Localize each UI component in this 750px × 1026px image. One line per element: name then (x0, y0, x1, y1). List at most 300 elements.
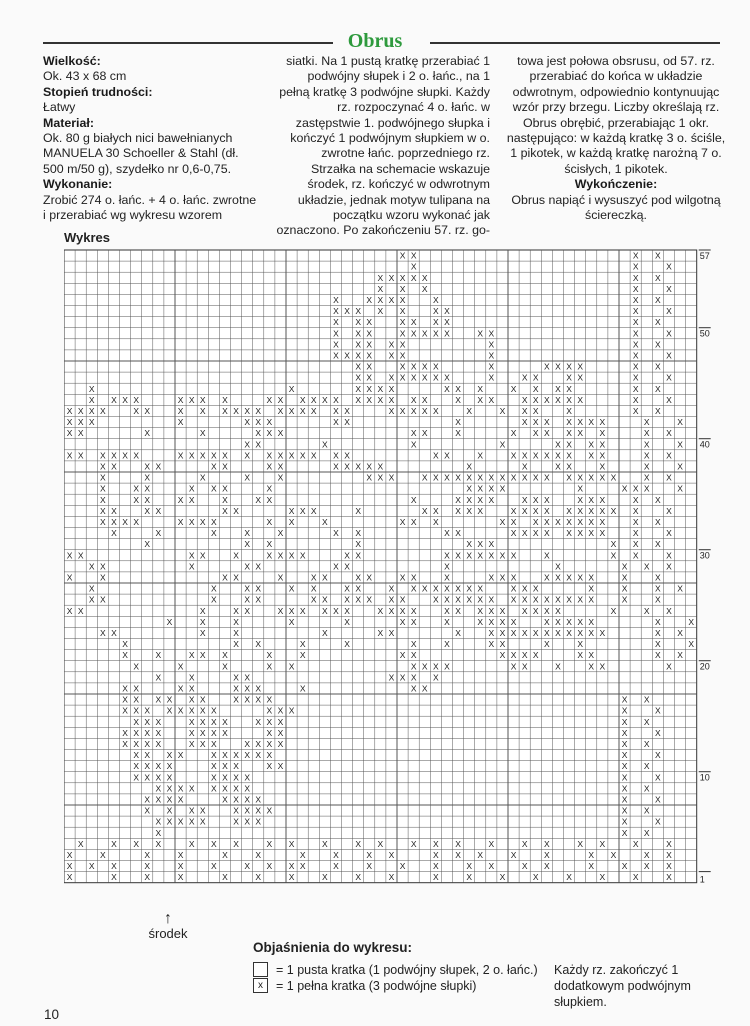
filled-cell: X (122, 738, 128, 749)
filled-cell: X (466, 861, 472, 872)
filled-cell: X (488, 394, 495, 405)
filled-cell: X (211, 516, 217, 527)
filled-cell: X (211, 838, 217, 849)
filled-cell: X (111, 872, 117, 883)
filled-cell: X (466, 872, 472, 883)
filled-cell: X (455, 838, 461, 849)
filled-cell: X (499, 627, 506, 638)
filled-cell: X (322, 394, 328, 405)
filled-cell: X (655, 539, 661, 550)
filled-cell: X (255, 849, 262, 860)
filled-cell: X (100, 572, 106, 583)
filled-cell: X (444, 328, 450, 339)
filled-cell: X (521, 838, 528, 849)
filled-cell: X (532, 405, 539, 416)
filled-cell: X (488, 472, 495, 483)
filled-cell: X (211, 727, 217, 738)
filled-cell: X (621, 738, 628, 749)
filled-cell: X (277, 405, 284, 416)
filled-cell: X (388, 350, 395, 361)
filled-cell: X (643, 694, 650, 705)
filled-cell: X (466, 594, 472, 605)
filled-cell: X (433, 594, 439, 605)
filled-cell: X (177, 494, 184, 505)
filled-cell: X (177, 683, 184, 694)
filled-cell: X (588, 849, 595, 860)
filled-cell: X (433, 516, 439, 527)
filled-cell: X (555, 627, 561, 638)
filled-cell: X (366, 350, 373, 361)
filled-cell: X (555, 572, 561, 583)
filled-cell: X (632, 250, 639, 261)
filled-cell: X (677, 650, 683, 661)
filled-cell: X (122, 727, 128, 738)
filled-cell: X (100, 849, 106, 860)
filled-cell: X (88, 394, 95, 405)
filled-cell: X (466, 494, 472, 505)
filled-cell: X (177, 783, 184, 794)
filled-cell: X (211, 450, 217, 461)
filled-cell: X (488, 861, 495, 872)
filled-cell: X (577, 394, 583, 405)
filled-cell: X (655, 361, 661, 372)
filled-cell: X (621, 727, 628, 738)
filled-cell: X (166, 783, 173, 794)
size-value: Ok. 43 x 68 cm (43, 69, 127, 84)
filled-cell: X (355, 528, 361, 539)
filled-cell: X (244, 672, 250, 683)
filled-cell: X (133, 694, 139, 705)
filled-cell: X (233, 572, 239, 583)
filled-cell: X (155, 794, 162, 805)
filled-cell: X (666, 528, 672, 539)
filled-cell: X (288, 861, 295, 872)
filled-cell: X (111, 861, 117, 872)
filled-cell: X (177, 794, 184, 805)
filled-cell: X (344, 306, 350, 317)
filled-cell: X (122, 650, 128, 661)
filled-cell: X (244, 594, 250, 605)
filled-cell: X (211, 761, 217, 772)
filled-cell: X (233, 639, 239, 650)
filled-cell: X (544, 861, 550, 872)
filled-cell: X (588, 572, 595, 583)
filled-cell: X (488, 605, 495, 616)
filled-cell: X (233, 616, 239, 627)
filled-cell: X (188, 561, 195, 572)
filled-cell: X (233, 694, 239, 705)
filled-cell: X (377, 394, 384, 405)
filled-cell: X (399, 328, 406, 339)
filled-cell: X (577, 838, 583, 849)
filled-cell: X (421, 683, 428, 694)
filled-cell: X (510, 627, 517, 638)
filled-cell: X (444, 594, 450, 605)
filled-cell: X (377, 294, 384, 305)
filled-cell: X (133, 450, 139, 461)
filled-cell: X (466, 505, 472, 516)
filled-cell: X (288, 605, 295, 616)
filled-cell: X (344, 550, 350, 561)
filled-cell: X (299, 505, 306, 516)
filled-cell: X (410, 328, 417, 339)
filled-cell: X (244, 417, 250, 428)
filled-cell: X (255, 594, 262, 605)
filled-cell: X (577, 372, 583, 383)
filled-cell: X (399, 572, 406, 583)
finishing-label: Wykończenie: (574, 177, 658, 192)
filled-cell: X (188, 705, 195, 716)
filled-cell: X (299, 605, 306, 616)
filled-cell: X (244, 750, 250, 761)
filled-cell: X (100, 472, 106, 483)
filled-cell: X (133, 494, 139, 505)
filled-cell: X (222, 394, 228, 405)
filled-cell: X (244, 605, 250, 616)
filled-cell: X (688, 616, 694, 627)
filled-cell: X (266, 461, 273, 472)
filled-cell: X (355, 372, 361, 383)
filled-cell: X (177, 516, 184, 527)
filled-cell: X (199, 705, 206, 716)
filled-cell: X (643, 417, 650, 428)
filled-cell: X (199, 394, 206, 405)
filled-cell: X (577, 650, 583, 661)
filled-cell: X (566, 361, 572, 372)
filled-cell: X (266, 539, 273, 550)
filled-cell: X (222, 761, 228, 772)
filled-cell: X (643, 483, 650, 494)
filled-cell: X (100, 494, 106, 505)
filled-cell: X (599, 528, 606, 539)
filled-cell: X (566, 372, 572, 383)
filled-cell: X (521, 627, 528, 638)
filled-cell: X (621, 594, 628, 605)
empty-cell-icon (253, 962, 268, 977)
filled-cell: X (233, 605, 239, 616)
filled-cell: X (133, 705, 139, 716)
filled-cell: X (155, 694, 162, 705)
filled-cell: X (211, 705, 217, 716)
difficulty-value: Łatwy (43, 100, 76, 115)
filled-cell: X (399, 272, 406, 283)
filled-cell: X (433, 372, 439, 383)
filled-cell: X (499, 872, 506, 883)
filled-cell: X (388, 605, 395, 616)
filled-cell: X (666, 450, 672, 461)
filled-cell: X (310, 594, 317, 605)
filled-cell: X (199, 627, 206, 638)
filled-cell: X (399, 294, 406, 305)
filled-cell: X (310, 572, 317, 583)
filled-cell: X (621, 694, 628, 705)
filled-cell: X (299, 861, 306, 872)
filled-cell: X (677, 627, 683, 638)
filled-cell: X (521, 372, 528, 383)
filled-cell: X (532, 450, 539, 461)
filled-cell: X (188, 805, 195, 816)
filled-cell: X (211, 716, 217, 727)
filled-cell: X (677, 417, 683, 428)
filled-cell: X (632, 283, 639, 294)
filled-cell: X (499, 639, 506, 650)
filled-cell: X (288, 872, 295, 883)
filled-cell: X (488, 494, 495, 505)
filled-cell: X (399, 516, 406, 527)
filled-cell: X (532, 428, 539, 439)
filled-cell: X (566, 461, 572, 472)
filled-cell: X (133, 772, 139, 783)
filled-cell: X (477, 594, 484, 605)
filled-cell: X (344, 450, 350, 461)
filled-cell: X (555, 616, 561, 627)
filled-cell: X (433, 661, 439, 672)
filled-cell: X (599, 450, 606, 461)
filled-cell: X (266, 727, 273, 738)
filled-cell: X (155, 761, 162, 772)
filled-cell: X (144, 861, 151, 872)
filled-cell: X (277, 394, 284, 405)
filled-cell: X (233, 772, 239, 783)
filled-cell: X (144, 483, 151, 494)
legend-note: Każdy rz. zakończyć 1 dodatkowym podwójnym słupkiem. (554, 963, 691, 1009)
filled-cell: X (666, 550, 672, 561)
filled-cell: X (133, 394, 139, 405)
filled-cell: X (122, 516, 128, 527)
filled-cell: X (532, 417, 539, 428)
filled-cell: X (266, 761, 273, 772)
filled-cell: X (355, 872, 361, 883)
filled-cell: X (144, 761, 151, 772)
filled-cell: X (488, 339, 495, 350)
filled-cell: X (100, 450, 106, 461)
filled-cell: X (199, 716, 206, 727)
filled-cell: X (532, 472, 539, 483)
filled-cell: X (399, 861, 406, 872)
filled-cell: X (577, 472, 583, 483)
filled-cell: X (610, 539, 617, 550)
filled-cell: X (632, 272, 639, 283)
filled-cell: X (455, 383, 461, 394)
filled-cell: X (288, 661, 295, 672)
filled-cell: X (277, 550, 284, 561)
page-number: 10 (44, 1007, 60, 1022)
filled-cell: X (566, 428, 572, 439)
filled-cell: X (377, 472, 384, 483)
filled-cell: X (222, 650, 228, 661)
filled-cell: X (244, 816, 250, 827)
filled-cell: X (632, 394, 639, 405)
filled-cell: X (322, 594, 328, 605)
filled-cell: X (577, 361, 583, 372)
filled-cell: X (510, 550, 517, 561)
filled-cell: X (233, 550, 239, 561)
filled-cell: X (588, 616, 595, 627)
filled-cell: X (288, 838, 295, 849)
filled-cell: X (666, 372, 672, 383)
filled-cell: X (510, 594, 517, 605)
filled-cell: X (122, 683, 128, 694)
filled-cell: X (366, 361, 373, 372)
filled-cell: X (532, 605, 539, 616)
filled-cell: X (144, 805, 151, 816)
filled-cell: X (588, 528, 595, 539)
filled-cell: X (655, 294, 661, 305)
filled-cell: X (466, 583, 472, 594)
filled-cell: X (555, 439, 561, 450)
filled-cell: X (499, 472, 506, 483)
filled-cell: X (532, 528, 539, 539)
filled-cell: X (444, 317, 450, 328)
filled-cell: X (421, 428, 428, 439)
filled-cell: X (255, 428, 262, 439)
filled-cell: X (211, 483, 217, 494)
filled-cell: X (532, 505, 539, 516)
filled-cell: X (410, 250, 417, 261)
filled-cell: X (621, 794, 628, 805)
filled-cell: X (155, 738, 162, 749)
filled-cell: X (521, 450, 528, 461)
filled-cell: X (621, 861, 628, 872)
filled-cell: X (521, 394, 528, 405)
filled-cell: X (366, 328, 373, 339)
filled-cell: X (211, 861, 217, 872)
filled-cell: X (566, 405, 572, 416)
filled-cell: X (444, 583, 450, 594)
filled-cell: X (488, 350, 495, 361)
filled-cell: X (144, 727, 151, 738)
filled-cell: X (233, 405, 239, 416)
filled-cell: X (188, 672, 195, 683)
filled-cell: X (66, 417, 73, 428)
filled-cell: X (222, 750, 228, 761)
filled-cell: X (632, 528, 639, 539)
filled-cell: X (621, 750, 628, 761)
filled-cell: X (566, 516, 572, 527)
filled-cell: X (455, 417, 461, 428)
filled-cell: X (388, 583, 395, 594)
filled-cell: X (277, 716, 284, 727)
filled-cell: X (666, 838, 672, 849)
filled-cell: X (566, 417, 572, 428)
filled-cell: X (532, 494, 539, 505)
filled-cell: X (655, 627, 661, 638)
filled-cell: X (688, 639, 694, 650)
filled-cell: X (111, 528, 117, 539)
filled-cell: X (322, 439, 328, 450)
filled-cell: X (666, 306, 672, 317)
filled-cell: X (266, 705, 273, 716)
filled-cell: X (77, 550, 84, 561)
filled-cell: X (344, 583, 350, 594)
filled-cell: X (266, 738, 273, 749)
filled-cell: X (66, 849, 73, 860)
filled-cell: X (410, 317, 417, 328)
filled-cell: X (299, 450, 306, 461)
filled-cell: X (277, 705, 284, 716)
filled-cell: X (299, 550, 306, 561)
filled-cell: X (399, 605, 406, 616)
filled-cell: X (288, 405, 295, 416)
filled-cell: X (588, 450, 595, 461)
filled-cell: X (355, 505, 361, 516)
filled-cell: X (621, 816, 628, 827)
filled-cell: X (355, 339, 361, 350)
filled-cell: X (643, 783, 650, 794)
filled-cell: X (444, 383, 450, 394)
filled-cell: X (499, 550, 506, 561)
filled-cell: X (477, 605, 484, 616)
filled-cell: X (521, 861, 528, 872)
filled-cell: X (177, 849, 184, 860)
filled-cell: X (144, 738, 151, 749)
filled-cell: X (621, 583, 628, 594)
filled-cell: X (188, 450, 195, 461)
filled-cell: X (88, 594, 95, 605)
filled-cell: X (166, 805, 173, 816)
filled-cell: X (521, 405, 528, 416)
filled-cell: X (155, 461, 162, 472)
filled-cell: X (355, 838, 361, 849)
filled-cell: X (355, 550, 361, 561)
filled-cell: X (333, 417, 339, 428)
filled-cell: X (477, 328, 484, 339)
filled-cell: X (621, 783, 628, 794)
filled-cell: X (632, 483, 639, 494)
filled-cell: X (410, 683, 417, 694)
filled-cell: X (333, 294, 339, 305)
finishing-value: Obrus napiąć i wysuszyć pod wilgotną ściereczką. (511, 192, 721, 223)
crochet-chart (64, 247, 714, 902)
filled-cell: X (244, 805, 250, 816)
filled-cell: X (444, 472, 450, 483)
filled-cell: X (355, 328, 361, 339)
filled-cell: X (310, 505, 317, 516)
filled-cell: X (100, 627, 106, 638)
filled-cell: X (444, 661, 450, 672)
filled-cell: X (488, 616, 495, 627)
filled-cell: X (488, 838, 495, 849)
filled-cell: X (177, 661, 184, 672)
filled-cell: X (521, 594, 528, 605)
filled-cell: X (222, 794, 228, 805)
filled-cell: X (544, 572, 550, 583)
filled-cell: X (433, 872, 439, 883)
filled-cell: X (388, 383, 395, 394)
filled-cell: X (166, 772, 173, 783)
filled-cell: X (643, 738, 650, 749)
filled-cell: X (366, 861, 373, 872)
filled-cell: X (421, 505, 428, 516)
filled-cell: X (255, 417, 262, 428)
filled-cell: X (588, 505, 595, 516)
filled-cell: X (155, 838, 162, 849)
filled-cell: X (632, 550, 639, 561)
filled-cell: X (477, 383, 484, 394)
filled-cell: X (655, 383, 661, 394)
center-marker (148, 912, 188, 941)
filled-cell: X (277, 528, 284, 539)
filled-cell: X (410, 439, 417, 450)
filled-cell: X (144, 849, 151, 860)
filled-cell: X (188, 783, 195, 794)
filled-cell: X (433, 306, 439, 317)
filled-cell: X (211, 738, 217, 749)
filled-cell: X (66, 872, 73, 883)
filled-cell: X (499, 605, 506, 616)
filled-cell: X (455, 594, 461, 605)
filled-cell: X (222, 716, 228, 727)
